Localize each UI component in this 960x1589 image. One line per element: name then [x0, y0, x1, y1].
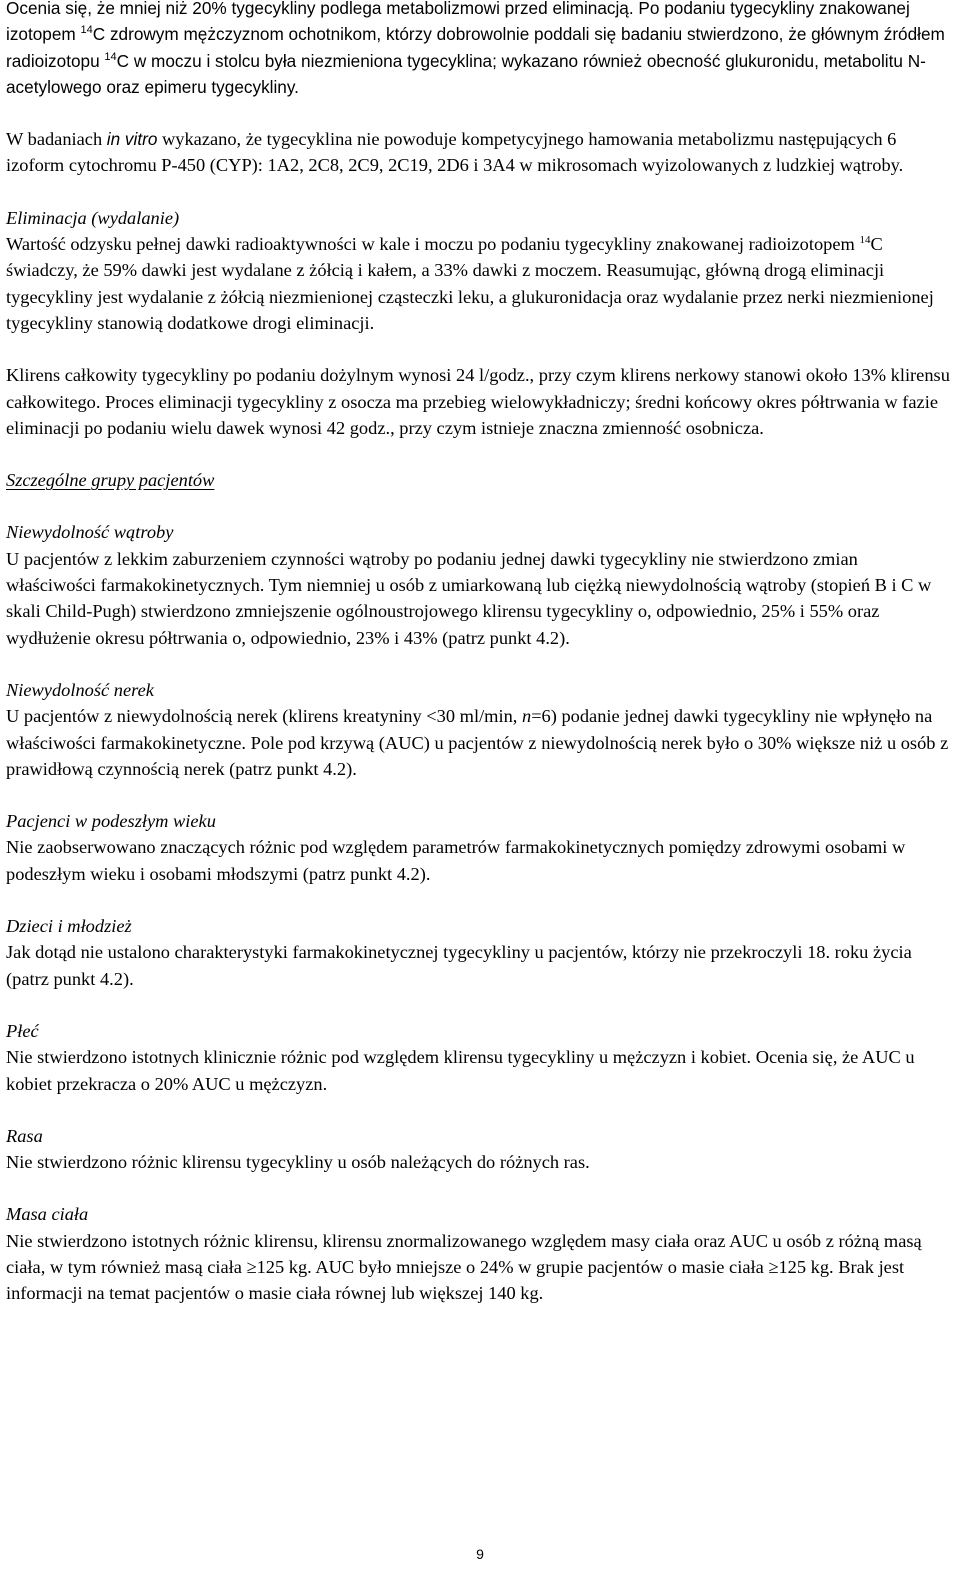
document-page [6, 0, 952, 1307]
sex-paragraph: Nie stwierdzono istotnych klinicznie różnic pod względem klirensu tygecykliny u mężczyzn i kobiet. Ocenia się, że AUC u kobiet przekracza o 20% AUC u mężczyzn. [6, 1047, 915, 1094]
race-paragraph: Nie stwierdzono różnic klirensu tygecykliny u osób należących do różnych ras. [6, 1152, 590, 1173]
page-number: 9 [476, 1546, 484, 1562]
metabolism-paragraph: Ocenia się, że mniej niż 20% tygecykliny podlega metabolizmowi przed eliminacją. Po podaniu tygecykliny znakowanej izotopem $^{14}$C zdrowym mężczyznom ochotnikom, którzy dobrowolnie poddali się badaniu stwierdzono, że głównym źródłem radioizotopu $^{14}$C w moczu i stolcu była niezmieniona tygecyklina; wykazano również obecność glukuronidu, metabolitu N-acetylowego oraz epimeru tygecykliny. [6, 0, 945, 97]
clearance-paragraph: Klirens całkowity tygecykliny po podaniu dożylnym wynosi 24 l/godz., przy czym klirens nerkowy stanowi około 13% klirensu całkowitego. Proces eliminacji tygecykliny z osocza ma przebieg wielowykładniczy; średni końcowy okres półtrwania w fazie eliminacji po podaniu wielu dawek wynosi 42 godz., przy czym istnieje znaczna zmienność osobnicza. [6, 365, 950, 438]
liver-paragraph: U pacjentów z lekkim zaburzeniem czynności wątroby po podaniu jednej dawki tygecykliny nie stwierdzono zmian właściwości farmakokinetycznych. Tym niemniej u osób z umiarkowaną lub ciężką niewydolnością wątroby (stopień B i C w skali Child-Pugh) stwierdzono zmniejszenie ogólnoustrojowego klirensu tygecykliny o, odpowiednio, 25% i 55% oraz wydłużenie okresu półtrwania o, odpowiednio, 23% i 43% (patrz punkt 4.2). [6, 548, 932, 648]
children-paragraph: Jak dotąd nie ustalono charakterystyki farmakokinetycznej tygecykliny u pacjentów, którzy nie przekroczyli 18. roku życia (patrz punkt 4.2). [6, 942, 912, 989]
elimination-paragraph: Wartość odzysku pełnej dawki radioaktywności w kale i moczu po podaniu tygecykliny znakowanej radioizotopem $^{14}$C świadczy, że 59% dawki jest wydalane z żółcią i kałem, a 33% dawki z moczem. Reasumując, główną drogą eliminacji tygecykliny jest wydalanie z żółcią niezmienionej cząsteczki leku, a glukuronidacja oraz wydalanie przez nerki niezmienionej tygecykliny stanowią dodatkowe drogi eliminacji. [6, 234, 934, 333]
in-vitro-paragraph: W badaniach in vitro wykazano, że tygecyklina nie powoduje kompetycyjnego hamowania metabolizmu następujących 6 izoform cytochromu P-450 (CYP): 1A2, 2C8, 2C9, 2C19, 2D6 i 3A4 w mikrosomach wyizolowanych z ludzkiej wątroby. [6, 129, 904, 176]
sex-heading: Płeć [6, 1020, 39, 1041]
elimination-heading: Eliminacja (wydalanie) [6, 207, 180, 228]
special-groups-heading: Szczególne grupy pacjentów [6, 470, 215, 491]
children-heading: Dzieci i młodzież [6, 916, 132, 937]
liver-heading: Niewydolność wątroby [6, 522, 174, 543]
kidney-paragraph: U pacjentów z niewydolnością nerek (klirens kreatyniny <30 ml/min, n=6) podanie jednej dawki tygecykliny nie wpłynęło na właściwości farmakokinetyczne. Pole pod krzywą (AUC) u pacjentów z niewydolnością nerek było o 30% większe niż u osób z prawidłową czynnością nerek (patrz punkt 4.2). [6, 706, 949, 779]
elderly-heading: Pacjenci w podeszłym wieku [6, 811, 216, 832]
weight-heading: Masa ciała [6, 1204, 89, 1225]
kidney-heading: Niewydolność nerek [6, 679, 154, 700]
weight-paragraph: Nie stwierdzono istotnych różnic klirensu, klirensu znormalizowanego względem masy ciała oraz AUC u osób z różną masą ciała, w tym również masą ciała ≥125 kg. AUC było mniejsze o 24% w grupie pacjentów o masie ciała ≥125 kg. Brak jest informacji na temat pacjentów o masie ciała równej lub większej 140 kg. [6, 1230, 922, 1304]
race-heading: Rasa [6, 1125, 43, 1146]
elderly-paragraph: Nie zaobserwowano znaczących różnic pod względem parametrów farmakokinetycznych pomiędzy zdrowymi osobami w podeszłym wieku i osobami młodszymi (patrz punkt 4.2). [6, 837, 906, 884]
